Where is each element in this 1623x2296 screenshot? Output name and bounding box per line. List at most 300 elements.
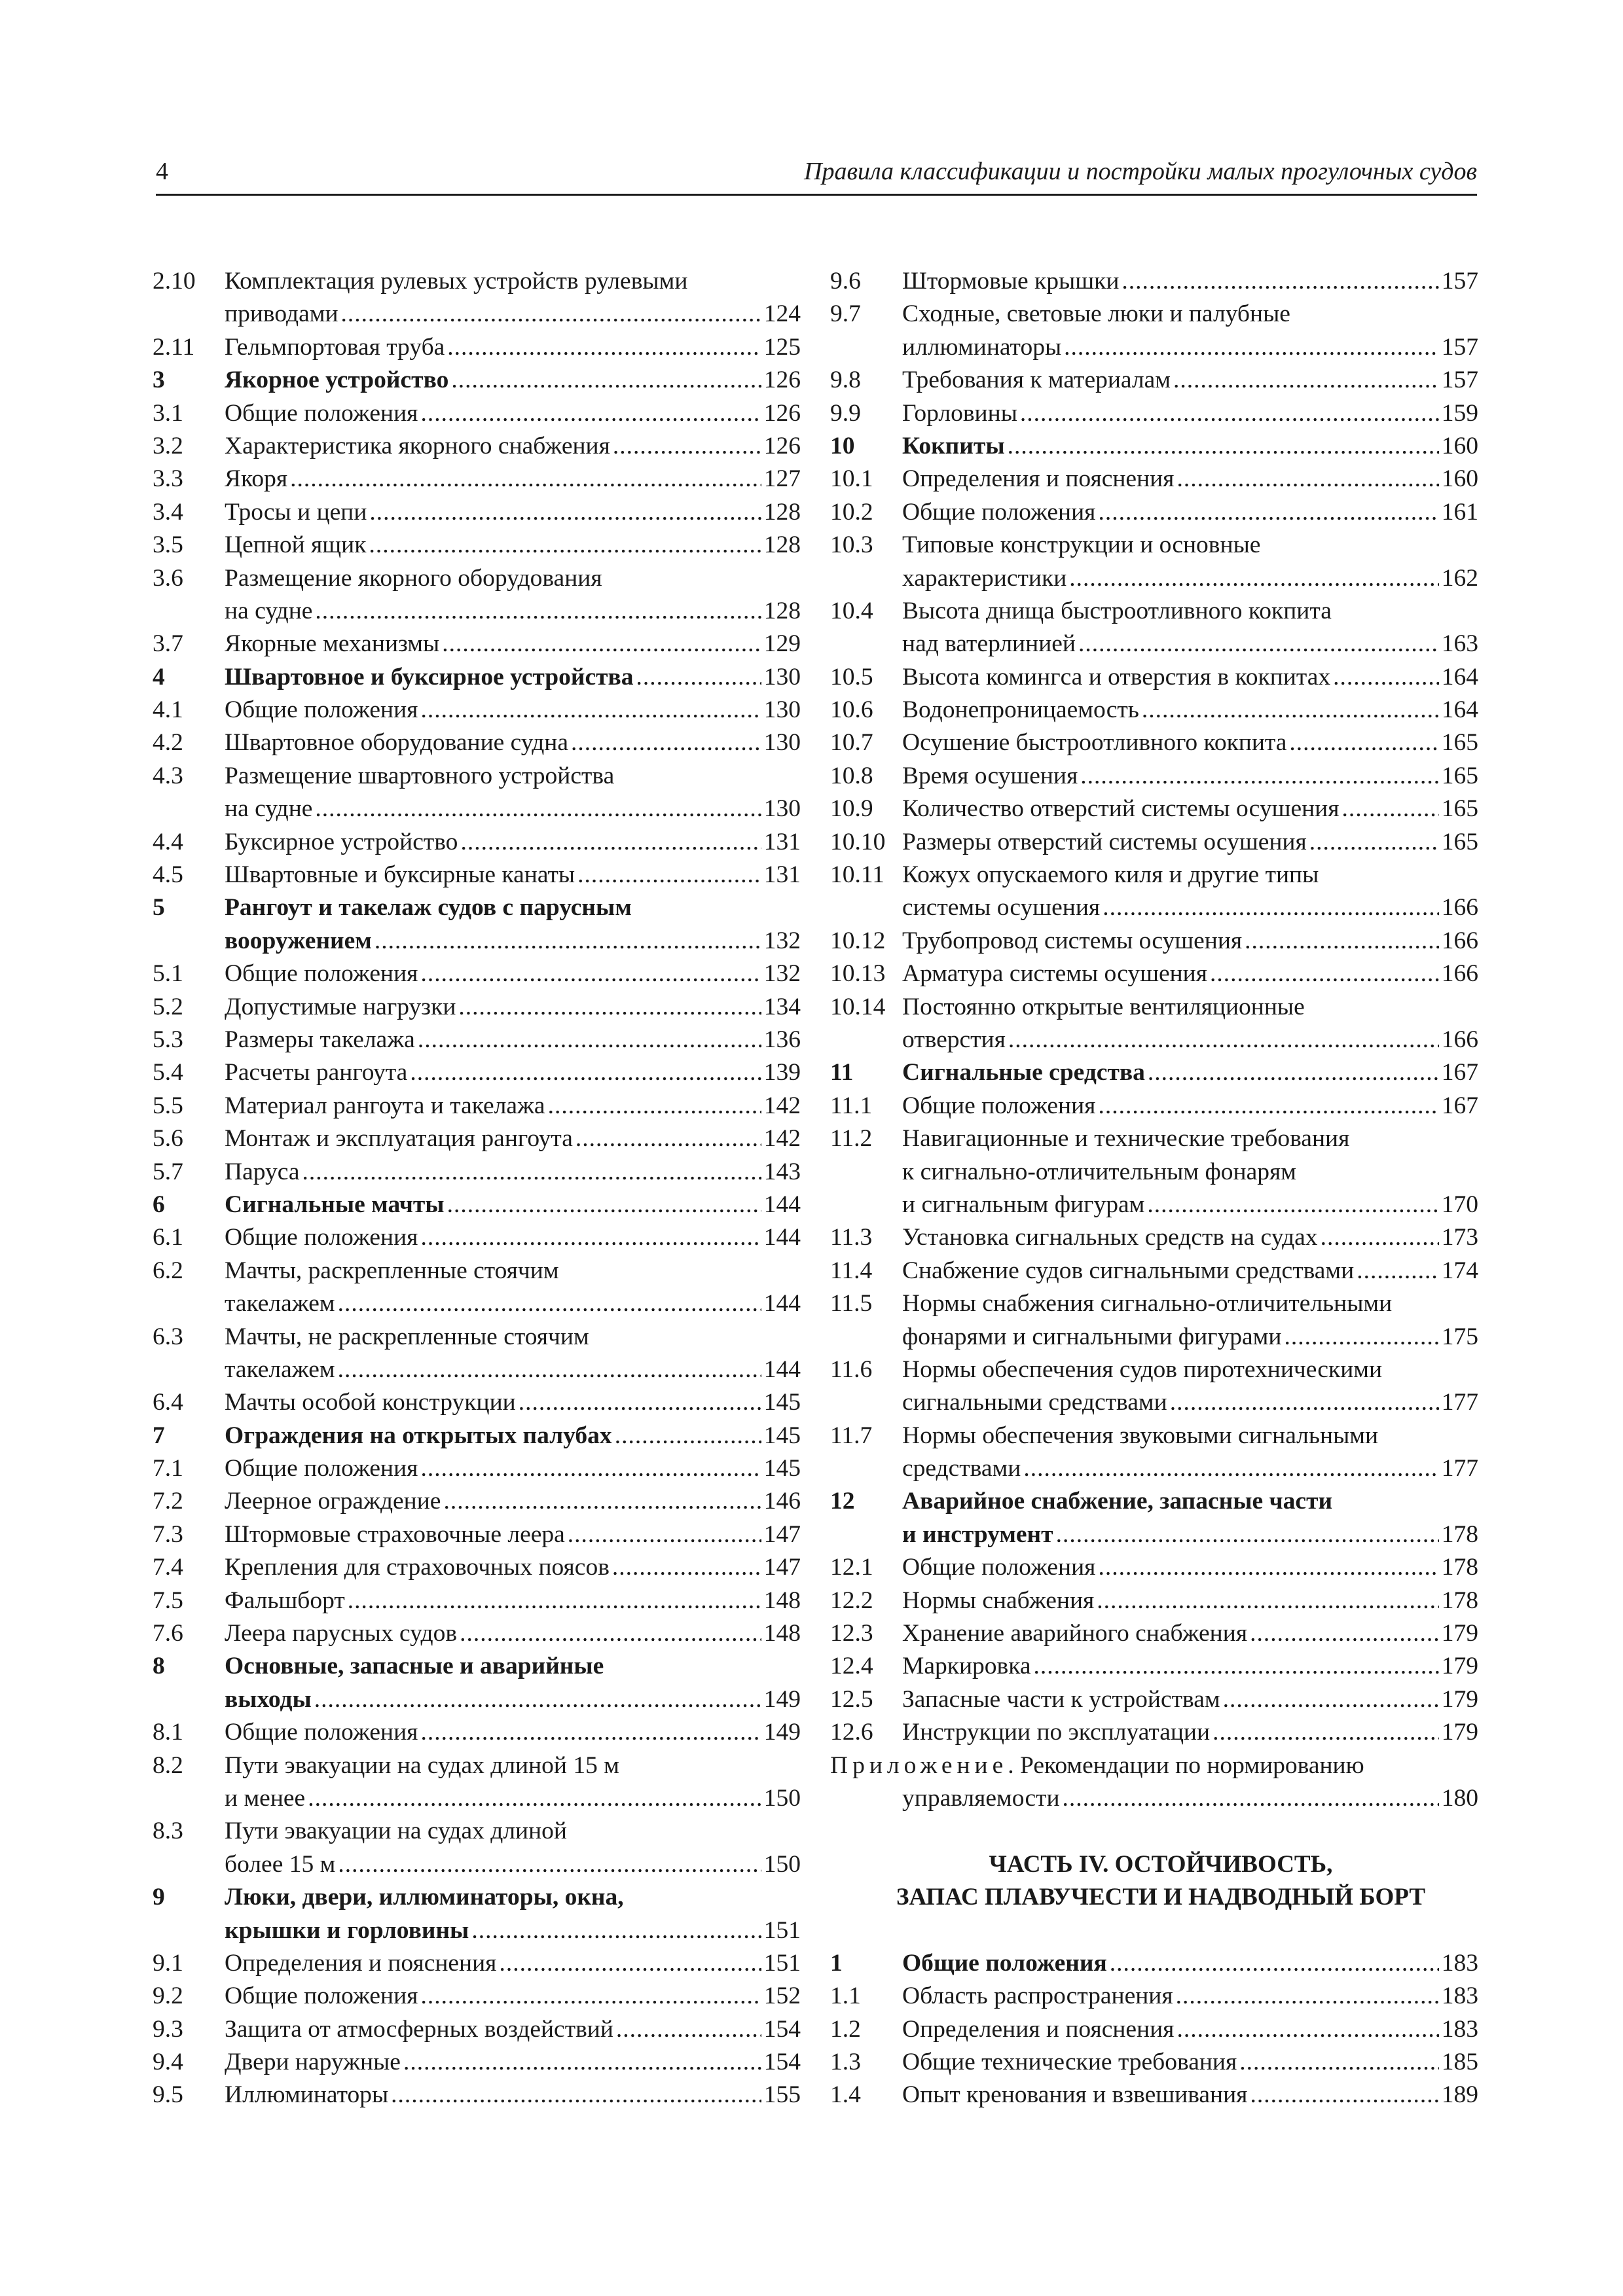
- entry-title-line: [225, 2046, 801, 2079]
- entry-number: 4.5: [153, 861, 183, 889]
- entry-title-line: [902, 1056, 1478, 1089]
- toc-entry[interactable]: [153, 496, 801, 529]
- entry-title: Мачты, раскрепленные стоячим: [225, 1257, 559, 1284]
- toc-entry[interactable]: [830, 1189, 1478, 1221]
- entry-number: 4.3: [153, 762, 183, 789]
- entry-title: Трубопровод системы осушения: [902, 927, 1243, 954]
- dot-leader: [1357, 1255, 1439, 1287]
- toc-entry[interactable]: [153, 331, 801, 364]
- entry-number: 2.10: [153, 268, 196, 295]
- toc-entry[interactable]: [830, 331, 1478, 364]
- entry-number: 3.5: [153, 531, 183, 559]
- entry-title: Инструкции по эксплуатации: [902, 1719, 1211, 1746]
- entry-title: такелажем: [225, 1355, 335, 1383]
- dot-leader: [1080, 760, 1439, 793]
- entry-page: 125: [763, 333, 801, 361]
- entry-title: Маркировка: [902, 1653, 1031, 1680]
- entry-title-line: [225, 1947, 801, 1980]
- dot-leader: [1098, 496, 1438, 529]
- toc-entry[interactable]: [153, 628, 801, 660]
- dot-leader: [348, 1585, 761, 1617]
- toc-entry[interactable]: [830, 1551, 1478, 1584]
- toc-entry[interactable]: [830, 1122, 1478, 1155]
- entry-title: Размеры такелажа: [225, 1026, 415, 1053]
- toc-entry[interactable]: [153, 1386, 801, 1419]
- toc-entry[interactable]: [830, 1090, 1478, 1122]
- entry-title-line: [902, 891, 1478, 924]
- entry-title: Определения и пояснения: [225, 1949, 497, 1977]
- toc-entry[interactable]: [153, 1321, 801, 1354]
- toc-entry[interactable]: [153, 1189, 801, 1221]
- toc-entry[interactable]: [153, 661, 801, 694]
- entry-title: Нормы обеспечения звуковыми сигнальными: [902, 1422, 1379, 1449]
- entry-page: 131: [763, 828, 801, 855]
- toc-entry[interactable]: [830, 1452, 1478, 1485]
- dot-leader: [1210, 958, 1439, 990]
- entry-number: 9: [153, 1884, 165, 1911]
- dot-leader: [1069, 562, 1438, 595]
- entry-page: 162: [1441, 564, 1478, 592]
- entry-title: Швартовное оборудование судна: [225, 729, 568, 757]
- toc-entry[interactable]: [153, 1090, 801, 1122]
- toc-entry[interactable]: [153, 1452, 801, 1485]
- entry-title-line: [902, 463, 1478, 495]
- toc-entry[interactable]: [153, 1024, 801, 1056]
- entry-number: 4.1: [153, 696, 183, 724]
- entry-title-line: [225, 694, 801, 726]
- entry-number: 9.7: [830, 300, 861, 328]
- dot-leader: [636, 661, 761, 694]
- toc-entry[interactable]: [153, 1056, 801, 1089]
- toc-entry[interactable]: [153, 1683, 801, 1716]
- entry-title-line: [902, 1287, 1478, 1320]
- toc-entry[interactable]: [830, 1585, 1478, 1617]
- toc-entry[interactable]: [830, 694, 1478, 726]
- entry-page: 166: [1441, 894, 1478, 922]
- entry-title: Люки, двери, иллюминаторы, окна,: [225, 1884, 624, 1911]
- entry-title-line: [902, 793, 1478, 825]
- entry-title: Аварийное снабжение, запасные части: [902, 1488, 1333, 1515]
- dot-leader: [410, 1056, 761, 1089]
- entry-title-line: [902, 628, 1478, 660]
- toc-entry[interactable]: [153, 1716, 801, 1749]
- toc-entry[interactable]: [830, 1156, 1478, 1189]
- entry-page: 185: [1441, 2049, 1478, 2076]
- entry-page: 161: [1441, 498, 1478, 526]
- toc-entry[interactable]: [830, 1221, 1478, 1254]
- dot-leader: [315, 595, 761, 628]
- toc-entry[interactable]: [830, 298, 1478, 331]
- toc-entry[interactable]: [153, 760, 801, 793]
- toc-entry[interactable]: [830, 1056, 1478, 1089]
- toc-entry[interactable]: [830, 2079, 1478, 2111]
- toc-entry[interactable]: [830, 2046, 1478, 2079]
- toc-entry[interactable]: [153, 958, 801, 990]
- dot-leader: [612, 1551, 761, 1584]
- toc-entry[interactable]: [830, 364, 1478, 397]
- toc-entry[interactable]: [153, 859, 801, 891]
- entry-title-line: [225, 1420, 801, 1452]
- entry-number: 10.13: [830, 960, 886, 988]
- entry-page: 149: [763, 1719, 801, 1746]
- toc-entry[interactable]: [153, 2013, 801, 2046]
- entry-title: Общие положения: [225, 1224, 418, 1251]
- dot-leader: [460, 826, 761, 859]
- entry-title-line: [902, 1782, 1478, 1815]
- toc-entry[interactable]: [153, 1485, 801, 1518]
- entry-page: 132: [763, 960, 801, 988]
- entry-number: 10.9: [830, 795, 873, 823]
- entry-title-line: [902, 1947, 1478, 1980]
- toc-entry[interactable]: [153, 1156, 801, 1189]
- entry-title: характеристики: [902, 564, 1067, 592]
- dot-leader: [1170, 1386, 1439, 1419]
- dot-leader: [420, 1452, 761, 1485]
- entry-title: Нормы снабжения сигнально-отличительными: [902, 1290, 1393, 1318]
- toc-entry[interactable]: [153, 891, 801, 924]
- toc-entry[interactable]: [830, 760, 1478, 793]
- dot-leader: [1223, 1683, 1439, 1716]
- toc-entry[interactable]: [830, 1485, 1478, 1518]
- entry-title-line: [902, 1156, 1478, 1189]
- toc-entry[interactable]: [153, 397, 801, 430]
- dot-leader: [571, 726, 761, 759]
- entry-title-line: [225, 1386, 801, 1419]
- toc-entry[interactable]: [830, 726, 1478, 759]
- entry-number: 10.1: [830, 465, 873, 493]
- appendix-text-first: . Рекомендации по нормированию: [1008, 1751, 1364, 1779]
- dot-leader: [548, 1090, 761, 1122]
- toc-entry[interactable]: [830, 265, 1478, 298]
- entry-number: 7.3: [153, 1520, 183, 1548]
- dot-leader: [1309, 826, 1439, 859]
- dot-leader: [1239, 2046, 1439, 2079]
- entry-title-line: [902, 1716, 1478, 1749]
- toc-entry[interactable]: [153, 1617, 801, 1650]
- entry-title: Якорное устройство: [225, 367, 449, 394]
- toc-entry[interactable]: [153, 991, 801, 1024]
- dot-leader: [1097, 1585, 1438, 1617]
- entry-title: Характеристика якорного снабжения: [225, 432, 610, 459]
- toc-entry[interactable]: [153, 1551, 801, 1584]
- toc-entry[interactable]: [153, 463, 801, 495]
- entry-page: 130: [763, 729, 801, 757]
- entry-title-line: [225, 628, 801, 660]
- entry-page: 126: [763, 367, 801, 394]
- entry-title: Общие положения: [225, 1719, 418, 1746]
- toc-entry-appendix[interactable]: [830, 1749, 1478, 1782]
- toc-entry[interactable]: [153, 364, 801, 397]
- toc-entry[interactable]: [830, 595, 1478, 628]
- entry-number: 9.5: [153, 2081, 183, 2109]
- entry-number: 3.6: [153, 564, 183, 592]
- toc-entry[interactable]: [153, 1947, 801, 1980]
- entry-page: 144: [763, 1290, 801, 1318]
- entry-title: Область распространения: [902, 1982, 1173, 2010]
- entry-number: 12.2: [830, 1587, 873, 1614]
- dot-leader: [420, 1980, 761, 2013]
- toc-entry[interactable]: [830, 1518, 1478, 1551]
- toc-entry[interactable]: [830, 397, 1478, 430]
- entry-page: 143: [763, 1158, 801, 1185]
- toc-entry[interactable]: [153, 1255, 801, 1287]
- entry-title-line: [902, 925, 1478, 958]
- toc-entry[interactable]: [830, 1617, 1478, 1650]
- entry-page: 148: [763, 1587, 801, 1614]
- entry-title: Осушение быстроотливного кокпита: [902, 729, 1287, 757]
- entry-title-line: [225, 1485, 801, 1518]
- entry-title: Якоря: [225, 465, 288, 493]
- toc-entry[interactable]: [830, 891, 1478, 924]
- running-title: Правила классификации и постройки малых прогулочных судов: [804, 158, 1477, 185]
- entry-title-line: [225, 397, 801, 430]
- entry-title: Запасные части к устройствам: [902, 1685, 1220, 1713]
- toc-entry[interactable]: [153, 1650, 801, 1683]
- entry-page: 130: [763, 795, 801, 823]
- entry-number: 1.3: [830, 2049, 861, 2076]
- toc-entry[interactable]: [153, 694, 801, 726]
- entry-title-line: [902, 265, 1478, 298]
- entry-title: Нормы снабжения: [902, 1587, 1095, 1614]
- entry-number: 7.2: [153, 1488, 183, 1515]
- entry-title: Ограждения на открытых палубах: [225, 1422, 612, 1449]
- toc-left-column: [153, 265, 801, 2112]
- dot-leader: [1173, 364, 1439, 397]
- entry-title: Материал рангоута и такелажа: [225, 1092, 545, 1119]
- toc-entry[interactable]: [153, 1980, 801, 2013]
- entry-page: 164: [1441, 663, 1478, 691]
- entry-title: Требования к материалам: [902, 367, 1171, 394]
- entry-title: Допустимые нагрузки: [225, 993, 456, 1020]
- toc-entry[interactable]: [153, 1881, 801, 1914]
- toc-entry[interactable]: [830, 1420, 1478, 1452]
- toc-entry[interactable]: [830, 1255, 1478, 1287]
- dot-leader: [447, 1189, 761, 1221]
- entry-page: 149: [763, 1685, 801, 1713]
- entry-number: 12.4: [830, 1653, 873, 1680]
- entry-page: 132: [763, 927, 801, 954]
- dot-leader: [374, 925, 761, 958]
- entry-title-line: [902, 1122, 1478, 1155]
- entry-title: Иллюминаторы: [225, 2081, 389, 2109]
- entry-title: крышки и горловины: [225, 1916, 469, 1944]
- entry-title-line: [902, 1518, 1478, 1551]
- entry-page: 164: [1441, 696, 1478, 724]
- entry-title-line: [902, 562, 1478, 595]
- entry-title: Общие положения: [225, 696, 418, 724]
- entry-title: Штормовые страховочные леера: [225, 1520, 565, 1548]
- entry-title-line: [225, 760, 801, 793]
- toc-entry[interactable]: [153, 1122, 801, 1155]
- entry-title-line: [902, 661, 1478, 694]
- entry-title-line: [225, 1585, 801, 1617]
- toc-entry[interactable]: [153, 1518, 801, 1551]
- entry-page: 178: [1441, 1554, 1478, 1581]
- entry-page: 189: [1441, 2081, 1478, 2109]
- entry-title-line: [225, 1617, 801, 1650]
- entry-title: Общие положения: [225, 1982, 418, 2010]
- toc-entry[interactable]: [153, 529, 801, 562]
- toc-entry[interactable]: [830, 1386, 1478, 1419]
- dot-leader: [1122, 265, 1438, 298]
- toc-right-entries: [830, 265, 1478, 1749]
- entry-title-line: [225, 991, 801, 1024]
- entry-title-line: [225, 2079, 801, 2111]
- entry-number: 7: [153, 1422, 165, 1449]
- toc-entry[interactable]: [153, 1815, 801, 1848]
- dot-leader: [338, 1354, 761, 1386]
- toc-entry[interactable]: [830, 628, 1478, 660]
- toc-entry[interactable]: [153, 1914, 801, 1947]
- toc-entry[interactable]: [153, 826, 801, 859]
- entry-page: 150: [763, 1850, 801, 1878]
- toc-entry[interactable]: [830, 793, 1478, 825]
- entry-page: 147: [763, 1520, 801, 1548]
- entry-page: 179: [1441, 1620, 1478, 1647]
- toc-entry[interactable]: [830, 1024, 1478, 1056]
- entry-title: Двери наружные: [225, 2049, 401, 2076]
- dot-leader: [471, 1914, 761, 1947]
- entry-title-line: [225, 364, 801, 397]
- toc-entry[interactable]: [830, 958, 1478, 990]
- entry-page: 145: [763, 1422, 801, 1449]
- toc-entry[interactable]: [153, 1585, 801, 1617]
- toc-entry[interactable]: [830, 529, 1478, 562]
- dot-leader: [338, 1287, 761, 1320]
- toc-entry[interactable]: [830, 1716, 1478, 1749]
- dot-leader: [1020, 397, 1439, 430]
- entry-title-line: [225, 1881, 801, 1914]
- entry-title: Общие положения: [902, 1554, 1096, 1581]
- dot-leader: [420, 1716, 761, 1749]
- entry-number: 9.9: [830, 399, 861, 427]
- toc-entry[interactable]: [830, 991, 1478, 1024]
- entry-title-line: [225, 1815, 801, 1848]
- entry-title-line: [225, 1221, 801, 1254]
- toc-entry-appendix-cont[interactable]: [830, 1782, 1478, 1815]
- dot-leader: [1213, 1716, 1439, 1749]
- dot-leader: [1147, 1189, 1438, 1221]
- toc-entry[interactable]: [830, 1980, 1478, 2013]
- toc-entry[interactable]: [153, 1420, 801, 1452]
- dot-leader: [403, 2046, 761, 2079]
- entry-title-line: [225, 1980, 801, 2013]
- entry-title: Швартовное и буксирное устройства: [225, 663, 634, 691]
- toc-entry[interactable]: [830, 1650, 1478, 1683]
- toc-entry[interactable]: [153, 298, 801, 331]
- toc-entry[interactable]: [153, 430, 801, 463]
- toc-entry[interactable]: [153, 1749, 801, 1782]
- toc-entry[interactable]: [153, 1221, 801, 1254]
- toc-entry[interactable]: [830, 1321, 1478, 1354]
- entry-number: 7.6: [153, 1620, 183, 1647]
- toc-entry[interactable]: [830, 1354, 1478, 1386]
- entry-page: 128: [763, 498, 801, 526]
- entry-title: Снабжение судов сигнальными средствами: [902, 1257, 1355, 1284]
- dot-leader: [1176, 1980, 1439, 2013]
- entry-title-line: [902, 595, 1478, 628]
- toc-entry[interactable]: [830, 562, 1478, 595]
- dot-leader: [1078, 628, 1439, 660]
- entry-title: Определения и пояснения: [902, 465, 1175, 493]
- entry-page: 151: [763, 1949, 801, 1977]
- toc-entry[interactable]: [153, 726, 801, 759]
- toc-entry[interactable]: [153, 562, 801, 595]
- entry-title-line: [902, 1980, 1478, 2013]
- entry-number: 1: [830, 1949, 843, 1977]
- entry-title: на судне: [225, 795, 313, 823]
- toc-entry[interactable]: [153, 1287, 801, 1320]
- toc-entry[interactable]: [830, 859, 1478, 891]
- toc-entry[interactable]: [830, 2013, 1478, 2046]
- entry-number: 9.8: [830, 367, 861, 394]
- dot-leader: [616, 2013, 761, 2046]
- entry-number: 12.5: [830, 1685, 873, 1713]
- toc-entry[interactable]: [153, 595, 801, 628]
- dot-leader: [420, 1221, 761, 1254]
- toc-entry[interactable]: [153, 1848, 801, 1881]
- toc-entry[interactable]: [830, 1287, 1478, 1320]
- entry-number: 10: [830, 432, 855, 459]
- entry-number: 5.6: [153, 1125, 183, 1153]
- entry-title-line: [902, 1221, 1478, 1254]
- toc-entry[interactable]: [830, 661, 1478, 694]
- entry-title: Водонепроницаемость: [902, 696, 1139, 724]
- entry-number: 8.1: [153, 1719, 183, 1746]
- entry-number: 6.4: [153, 1389, 183, 1416]
- entry-number: 9.3: [153, 2015, 183, 2043]
- toc-entry[interactable]: [153, 793, 801, 825]
- entry-title: Леера парусных судов: [225, 1620, 458, 1647]
- toc-entry[interactable]: [153, 265, 801, 298]
- dot-leader: [1176, 463, 1438, 495]
- toc-entry[interactable]: [830, 430, 1478, 463]
- entry-number: 1.2: [830, 2015, 861, 2043]
- entry-number: 7.4: [153, 1554, 183, 1581]
- entry-title-line: [225, 1287, 801, 1320]
- toc-entry[interactable]: [830, 1947, 1478, 1980]
- toc-entry[interactable]: [153, 2079, 801, 2111]
- entry-title-line: [902, 430, 1478, 463]
- entry-page: 160: [1441, 432, 1478, 459]
- entry-title: иллюминаторы: [902, 333, 1062, 361]
- entry-title-line: [902, 2079, 1478, 2111]
- dot-leader: [575, 1122, 761, 1155]
- entry-number: 6.1: [153, 1224, 183, 1251]
- entry-title-line: [902, 1585, 1478, 1617]
- entry-page: 152: [763, 1982, 801, 2010]
- toc-entry[interactable]: [830, 496, 1478, 529]
- entry-title: Горловины: [902, 399, 1017, 427]
- toc-entry[interactable]: [153, 2046, 801, 2079]
- entry-page: 177: [1441, 1389, 1478, 1416]
- entry-number: 9.4: [153, 2049, 183, 2076]
- entry-title-line: [225, 1321, 801, 1354]
- toc-entry[interactable]: [830, 925, 1478, 958]
- toc-entry[interactable]: [830, 1683, 1478, 1716]
- entry-title-line: [225, 1122, 801, 1155]
- dot-leader: [568, 1518, 761, 1551]
- entry-page: 144: [763, 1224, 801, 1251]
- entry-title-line: [225, 1024, 801, 1056]
- toc-entry[interactable]: [153, 925, 801, 958]
- part-title-line1: ЧАСТЬ IV. ОСТОЙЧИВОСТЬ,: [989, 1850, 1333, 1878]
- toc-entry[interactable]: [153, 1354, 801, 1386]
- toc-entry[interactable]: [830, 826, 1478, 859]
- toc-entry[interactable]: [830, 463, 1478, 495]
- entry-number: 3.3: [153, 465, 183, 493]
- toc-entry[interactable]: [153, 1782, 801, 1815]
